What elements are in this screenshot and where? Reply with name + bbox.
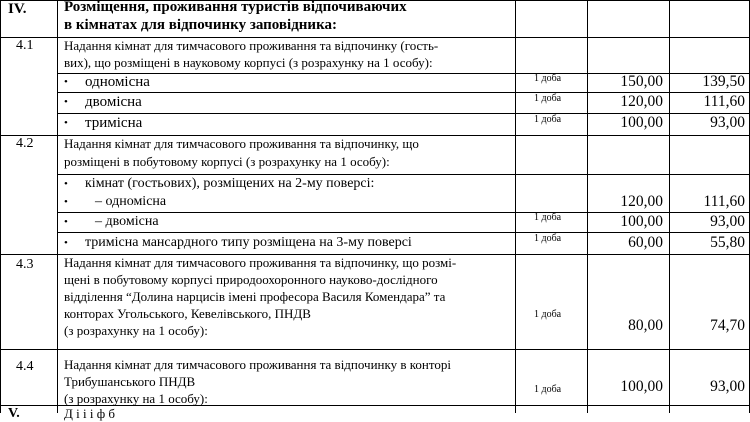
bullet-icon: • (64, 117, 68, 129)
item-price1: 150,00 (620, 73, 663, 90)
item-label: двомісна (85, 94, 142, 110)
item-price1: 120,00 (620, 193, 663, 210)
bullet-icon: • (64, 76, 68, 88)
column-divider-price1 (669, 0, 670, 413)
section-title-line2: в кімнатах для відпочинку заповідника: (64, 17, 337, 33)
item-price2: 111,60 (703, 193, 745, 210)
bullet-icon: • (64, 237, 68, 249)
row-description-line4: конторах Угольського, Кевелівського, ПНДВ (64, 306, 311, 321)
item-duration: 1 доба (534, 93, 562, 104)
item-price2: 55,80 (710, 234, 745, 251)
table-border-left (0, 0, 1, 413)
bullet-icon: • (64, 196, 68, 208)
item-label: – одномісна (95, 194, 167, 209)
section-number: IV. (8, 1, 27, 17)
item-duration: 1 доба (534, 114, 562, 125)
next-section-number: V. (8, 406, 20, 421)
item-duration: 1 доба (534, 309, 562, 320)
row-description-line1: Надання кімнат для тимчасового проживання та відпочинку в конторі (64, 357, 451, 372)
item-duration: 1 доба (534, 73, 562, 84)
item-price2: 74,70 (710, 317, 745, 334)
item-duration: 1 доба (534, 212, 562, 223)
subrow-divider (57, 174, 749, 175)
row-number: 4.2 (16, 136, 34, 151)
item-price2: 93,00 (710, 378, 745, 395)
item-label: – двомісна (95, 214, 159, 229)
item-label: одномісна (85, 74, 150, 90)
column-divider-duration (587, 0, 588, 413)
item-price1: 60,00 (628, 234, 663, 251)
row-description-line5: (з розрахунку на 1 особу): (64, 323, 208, 338)
item-label: кімнат (гостьових), розміщених на 2-му поверсі: (85, 176, 375, 191)
item-price1: 80,00 (628, 317, 663, 334)
item-price2: 93,00 (710, 114, 745, 131)
item-duration: 1 доба (534, 233, 562, 244)
item-label: тримісна мансардного типу розміщена на 3-му поверсі (85, 235, 412, 250)
next-section-title: Д і і і ф б (64, 406, 115, 421)
item-price2: 111,60 (703, 93, 745, 110)
row-description-line1: Надання кімнат для тимчасового проживання та відпочинку, що (64, 136, 419, 151)
row-description-line2: вих), що розміщені в науковому корпусі (з розрахунку на 1 особу): (64, 55, 433, 70)
item-price1: 100,00 (620, 114, 663, 131)
item-price1: 120,00 (620, 93, 663, 110)
row-description-line1: Надання кімнат для тимчасового проживання та відпочинку (гость- (64, 38, 439, 53)
item-price1: 100,00 (620, 213, 663, 230)
item-price2: 139,50 (702, 73, 745, 90)
bullet-icon: • (64, 216, 68, 228)
row-description-line2: щені в побутовому корпусі природоохоронного науково-дослідного (64, 272, 438, 287)
row-description-line3: відділення “Долина нарцисів імені професора Василя Комендара” та (64, 289, 446, 304)
row-description-line2: розміщені в побутовому корпусі (з розрахунку на 1 особу): (64, 154, 390, 169)
bullet-icon: • (64, 96, 68, 108)
section-title-line1: Розміщення, проживання туристів відпочиваючих (64, 0, 407, 15)
column-divider-number (57, 0, 58, 413)
row-description-line2: Трибушанського ПНДВ (64, 374, 196, 389)
row-description-line3: (з розрахунку на 1 особу): (64, 391, 208, 406)
column-divider-description (515, 0, 516, 413)
row-description-line1: Надання кімнат для тимчасового проживання та відпочинку, що розмі- (64, 255, 457, 270)
item-label: тримісна (85, 115, 143, 131)
row-number: 4.1 (16, 38, 34, 53)
bullet-icon: • (64, 178, 68, 190)
item-price2: 93,00 (710, 213, 745, 230)
row-divider (0, 349, 750, 350)
item-duration: 1 доба (534, 384, 562, 395)
subrow-divider (57, 232, 749, 233)
row-number: 4.4 (16, 359, 34, 374)
item-price1: 100,00 (620, 378, 663, 395)
row-number: 4.3 (16, 257, 34, 272)
